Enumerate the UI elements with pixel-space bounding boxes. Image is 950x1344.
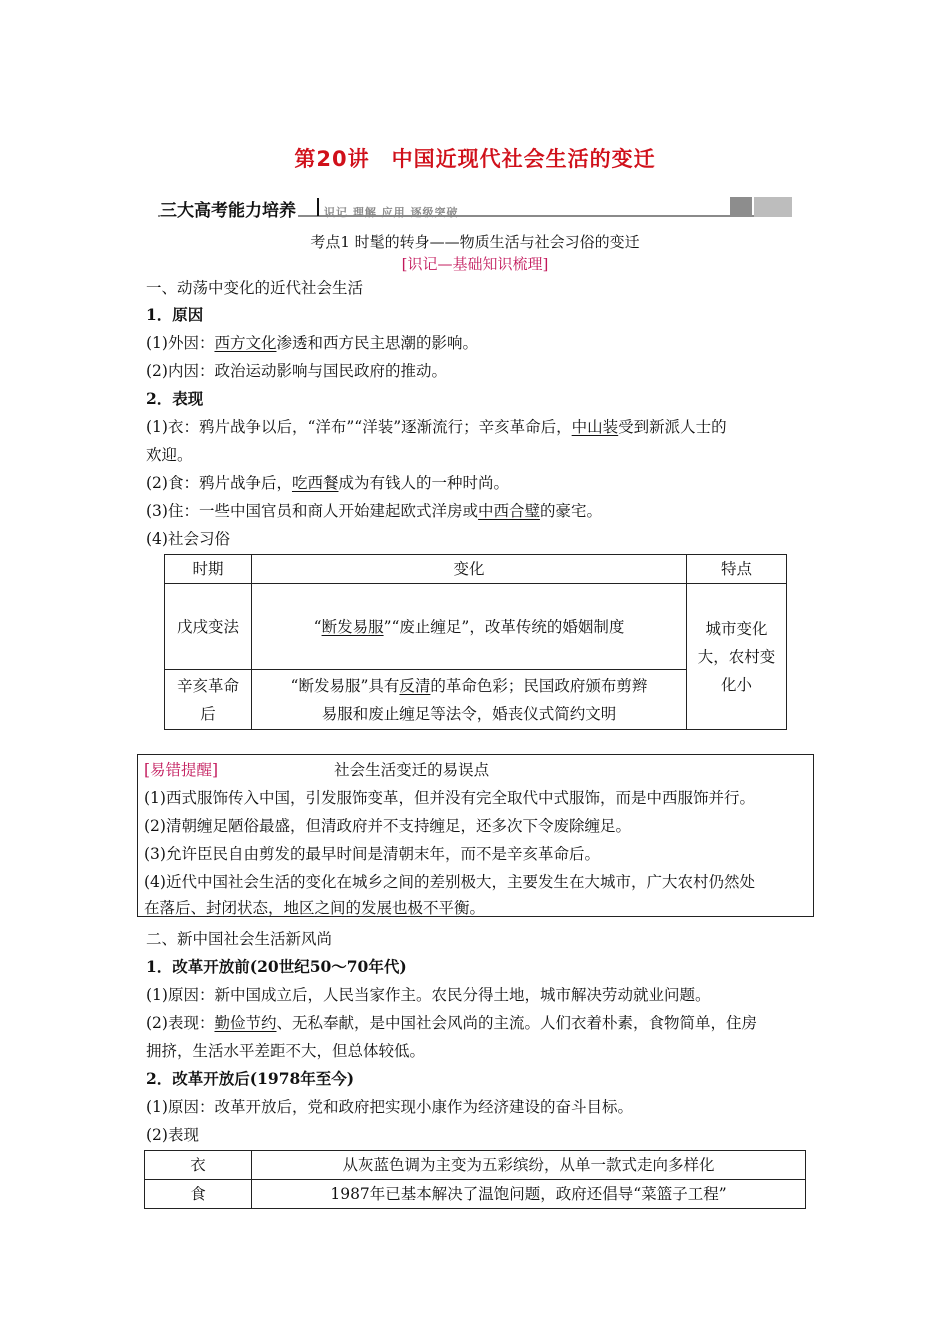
change-cell xyxy=(252,584,687,670)
reminder-item: (3)允许臣民自由剪发的最早时间是清朝末年，而不是辛亥革命后。 xyxy=(144,845,600,863)
underlined-term: 反清 xyxy=(399,676,431,695)
header-period: 时期 xyxy=(165,555,252,584)
category-cell: 食 xyxy=(145,1180,252,1209)
error-reminder-box xyxy=(137,754,814,917)
clothing-line xyxy=(146,415,727,437)
text: 大，农村变 xyxy=(697,647,776,666)
customs-heading: (4)社会习俗 xyxy=(146,530,230,548)
reason-heading: 1．原因 xyxy=(146,305,204,324)
header-feature: 特点 xyxy=(687,555,787,584)
reminder-tag: [易错提醒] xyxy=(144,761,219,779)
content-cell: 从灰蓝色调为主变为五彩缤纷，从单一款式走向多样化 xyxy=(252,1151,806,1180)
underlined-term: 吃西餐 xyxy=(291,474,339,492)
before-reform-manifestation-cont: 拥挤，生活水平差距不大，但总体较低。 xyxy=(146,1042,426,1060)
change-cell xyxy=(252,670,687,730)
text: (1)外因： xyxy=(146,334,215,352)
reminder-title: 社会生活变迁的易误点 xyxy=(334,761,490,779)
banner-block-light xyxy=(754,197,792,217)
underlined-term: 西方文化 xyxy=(214,334,277,352)
underlined-term: 断发易服 xyxy=(321,617,384,636)
text: 的豪宅。 xyxy=(539,502,602,520)
table-row xyxy=(145,1180,806,1209)
manifestation-heading: 2．表现 xyxy=(146,389,204,408)
after-reform-manifestation-heading: (2)表现 xyxy=(146,1126,199,1144)
shiji-tag: [识记—基础知识梳理] xyxy=(401,255,549,273)
text: 的革命色彩；民国政府颁布剪辫 xyxy=(430,676,648,695)
after-reform-heading: 2．改革开放后(1978年至今) xyxy=(146,1069,355,1088)
text: “断发易服”具有 xyxy=(290,676,400,695)
text: 化小 xyxy=(720,675,752,694)
section1-heading: 一、动荡中变化的近代社会生活 xyxy=(146,279,364,297)
housing-line xyxy=(146,499,602,521)
period-cell: 戊戌变法 xyxy=(165,584,252,670)
content-cell: 1987年已基本解决了温饱问题，政府还倡导“菜篮子工程” xyxy=(252,1180,806,1209)
underlined-term: 中西合璧 xyxy=(477,502,540,520)
text: 渗透和西方民主思潮的影响。 xyxy=(276,334,478,352)
underlined-term: 勤俭节约 xyxy=(214,1014,277,1032)
before-reform-reason: (1)原因：新中国成立后，人民当家作主。农民分得土地，城市解决劳动就业问题。 xyxy=(146,986,711,1004)
feature-cell xyxy=(687,584,787,730)
lecture-number: 第20讲 xyxy=(294,147,370,171)
reminder-item: (2)清朝缠足陋俗最盛，但清政府并不支持缠足，还多次下令废除缠足。 xyxy=(144,817,631,835)
section2-heading: 二、新中国社会生活新风尚 xyxy=(146,930,333,948)
banner-main-text: 三大高考能力培养 xyxy=(160,196,298,221)
section-banner xyxy=(158,196,792,220)
table-row xyxy=(145,1151,806,1180)
text xyxy=(252,672,686,700)
internal-reason: (2)内因：政治运动影响与国民政府的推动。 xyxy=(146,362,447,380)
table-row xyxy=(165,584,787,670)
text: 后 xyxy=(200,704,216,723)
text: 受到新派人士的 xyxy=(618,418,727,436)
text: (3)住：一些中国官员和商人开始建起欧式洋房或 xyxy=(146,502,478,520)
banner-divider xyxy=(317,198,319,216)
before-reform-manifestation xyxy=(146,1011,757,1033)
category-cell: 衣 xyxy=(145,1151,252,1180)
reminder-item: (1)西式服饰传入中国，引发服饰变革，但并没有完全取代中式服饰，而是中西服饰并行。 xyxy=(144,789,755,807)
banner-subtitle: 识记 理解 应用 逐级突破 xyxy=(324,206,459,219)
reminder-item: (4)近代中国社会生活的变化在城乡之间的差别极大，主要发生在大城市，广大农村仍然处 xyxy=(144,873,755,891)
text: (1)衣：鸦片战争以后，“洋布”“洋装”逐渐流行；辛亥革命后， xyxy=(146,418,572,436)
external-reason xyxy=(146,331,478,353)
text: 、无私奉献，是中国社会风尚的主流。人们衣着朴素，食物简单，住房 xyxy=(276,1014,757,1032)
before-reform-heading: 1．改革开放前(20世纪50～70年代) xyxy=(146,957,407,976)
reminder-item-cont: 在落后、封闭状态，地区之间的发展也极不平衡。 xyxy=(144,899,486,917)
text: (2)表现： xyxy=(146,1014,215,1032)
text: 城市变化 xyxy=(705,619,768,638)
period-cell xyxy=(165,670,252,730)
after-reform-reason: (1)原因：改革开放后，党和政府把实现小康作为经济建设的奋斗目标。 xyxy=(146,1098,633,1116)
text: (2)食：鸦片战争后， xyxy=(146,474,292,492)
banner-block-dark xyxy=(730,197,752,217)
kaodian-heading: 考点1 时髦的转身——物质生活与社会习俗的变迁 xyxy=(310,233,640,251)
text: “ xyxy=(313,617,322,636)
customs-table xyxy=(164,554,787,730)
food-line xyxy=(146,471,509,493)
lecture-title: 中国近现代社会生活的变迁 xyxy=(391,147,656,171)
text: ”“废止缠足”，改革传统的婚姻制度 xyxy=(383,617,625,636)
page-title xyxy=(0,143,950,173)
header-change: 变化 xyxy=(252,555,687,584)
text: 易服和废止缠足等法令，婚丧仪式简约文明 xyxy=(321,704,617,723)
table-header-row xyxy=(165,555,787,584)
underlined-term: 中山装 xyxy=(571,418,619,436)
text: 辛亥革命 xyxy=(176,676,239,695)
reform-table xyxy=(144,1150,806,1209)
reminder-title-row xyxy=(144,758,489,780)
clothing-line-cont: 欢迎。 xyxy=(146,446,193,464)
text: 成为有钱人的一种时尚。 xyxy=(338,474,509,492)
